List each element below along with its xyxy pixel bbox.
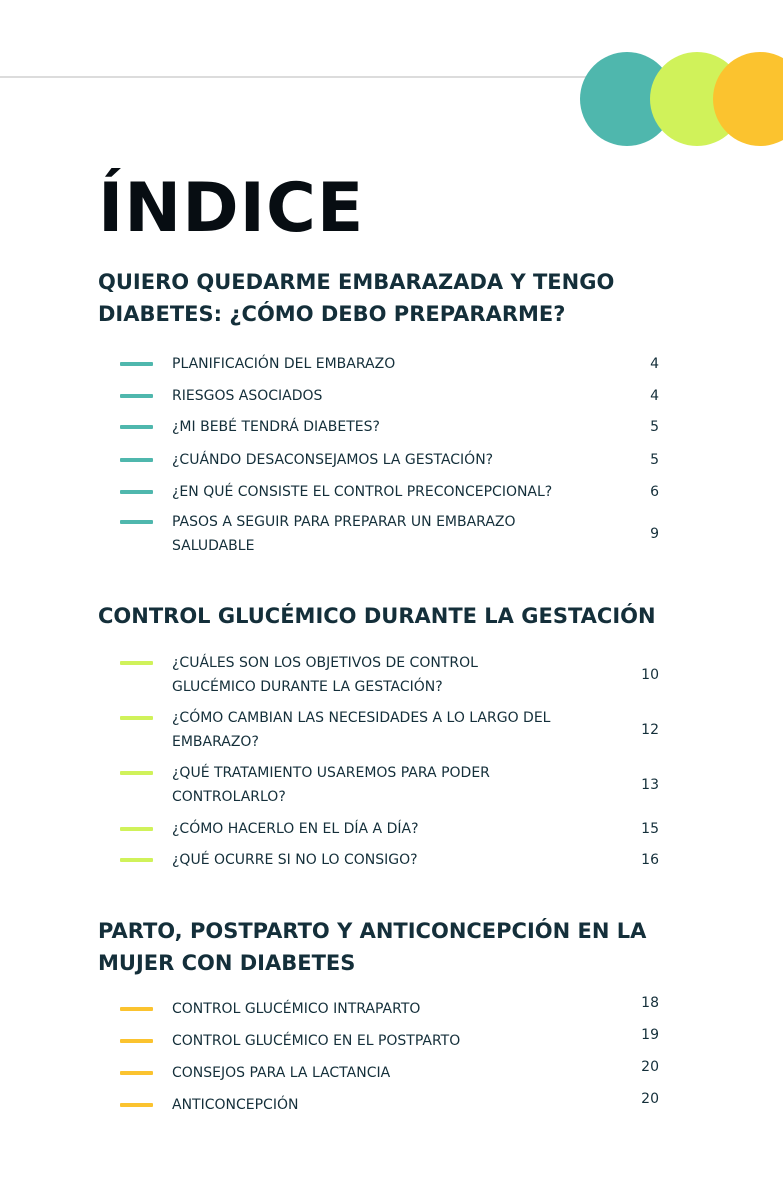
toc-entry-label: ¿EN QUÉ CONSISTE EL CONTROL PRECONCEPCIONAL? <box>172 484 553 500</box>
bullet-dash <box>120 716 153 720</box>
toc-page-number: 10 <box>641 667 659 683</box>
section-heading <box>98 600 698 632</box>
toc-entry-label: ¿CUÁNDO DESACONSEJAMOS LA GESTACIÓN? <box>172 452 494 468</box>
toc-entry-line: EMBARAZO? <box>172 734 259 750</box>
bullet-dash <box>120 394 153 398</box>
toc-page-number: 16 <box>641 852 659 868</box>
toc-entry-line: CONTROLARLO? <box>172 789 286 805</box>
bullet-dash <box>120 1039 153 1043</box>
toc-entry-label: CONSEJOS PARA LA LACTANCIA <box>172 1065 391 1081</box>
toc-entry-label: ¿QUÉ OCURRE SI NO LO CONSIGO? <box>172 852 418 868</box>
section-heading-line: MUJER CON DIABETES <box>98 951 356 975</box>
toc-page-number: 15 <box>641 821 659 837</box>
bullet-dash <box>120 490 153 494</box>
section-heading-line: DIABETES: ¿CÓMO DEBO PREPARARME? <box>98 302 566 326</box>
section-heading <box>98 266 698 330</box>
toc-entry-label: ¿MI BEBÉ TENDRÁ DIABETES? <box>172 419 380 435</box>
toc-entry-label <box>172 761 612 809</box>
toc-entry-label: RIESGOS ASOCIADOS <box>172 388 323 404</box>
bullet-dash <box>120 1103 153 1107</box>
bullet-dash <box>120 1071 153 1075</box>
toc-page-number: 4 <box>650 356 659 372</box>
toc-entry-label: PLANIFICACIÓN DEL EMBARAZO <box>172 356 396 372</box>
toc-entry-line: GLUCÉMICO DURANTE LA GESTACIÓN? <box>172 679 443 695</box>
toc-page-number: 5 <box>650 452 659 468</box>
toc-page-number: 20 <box>641 1059 659 1075</box>
section-heading-line: QUIERO QUEDARME EMBARAZADA Y TENGO <box>98 270 615 294</box>
bullet-dash <box>120 827 153 831</box>
toc-page-number: 5 <box>650 419 659 435</box>
toc-page-number: 13 <box>641 777 659 793</box>
toc-entry-label <box>172 706 612 754</box>
toc-entry-label: CONTROL GLUCÉMICO INTRAPARTO <box>172 1001 421 1017</box>
bullet-dash <box>120 771 153 775</box>
toc-page-number: 4 <box>650 388 659 404</box>
toc-entry-line: PASOS A SEGUIR PARA PREPARAR UN EMBARAZO <box>172 514 516 530</box>
bullet-dash <box>120 520 153 524</box>
page-title: ÍNDICE <box>98 169 365 248</box>
toc-page-number: 18 <box>641 995 659 1011</box>
toc-entry-label: CONTROL GLUCÉMICO EN EL POSTPARTO <box>172 1033 461 1049</box>
bullet-dash <box>120 858 153 862</box>
toc-entry-label <box>172 510 612 558</box>
bullet-dash <box>120 661 153 665</box>
toc-page-number: 19 <box>641 1027 659 1043</box>
bullet-dash <box>120 1007 153 1011</box>
toc-entry-line: SALUDABLE <box>172 538 255 554</box>
section-heading-line: PARTO, POSTPARTO Y ANTICONCEPCIÓN EN LA <box>98 919 647 943</box>
toc-entry-line: ¿CÓMO CAMBIAN LAS NECESIDADES A LO LARGO DEL <box>172 710 551 726</box>
bullet-dash <box>120 458 153 462</box>
toc-page-number: 20 <box>641 1091 659 1107</box>
toc-page-number: 6 <box>650 484 659 500</box>
toc-page-number: 9 <box>650 526 659 542</box>
toc-entry-line: ¿CUÁLES SON LOS OBJETIVOS DE CONTROL <box>172 655 478 671</box>
toc-entry-label <box>172 651 612 699</box>
bullet-dash <box>120 425 153 429</box>
toc-entry-label: ANTICONCEPCIÓN <box>172 1097 299 1113</box>
toc-entry-label: ¿CÓMO HACERLO EN EL DÍA A DÍA? <box>172 821 419 837</box>
toc-page-number: 12 <box>641 722 659 738</box>
section-heading <box>98 915 698 979</box>
toc-entry-line: ¿QUÉ TRATAMIENTO USAREMOS PARA PODER <box>172 765 490 781</box>
bullet-dash <box>120 362 153 366</box>
section-heading-line: CONTROL GLUCÉMICO DURANTE LA GESTACIÓN <box>98 604 656 628</box>
